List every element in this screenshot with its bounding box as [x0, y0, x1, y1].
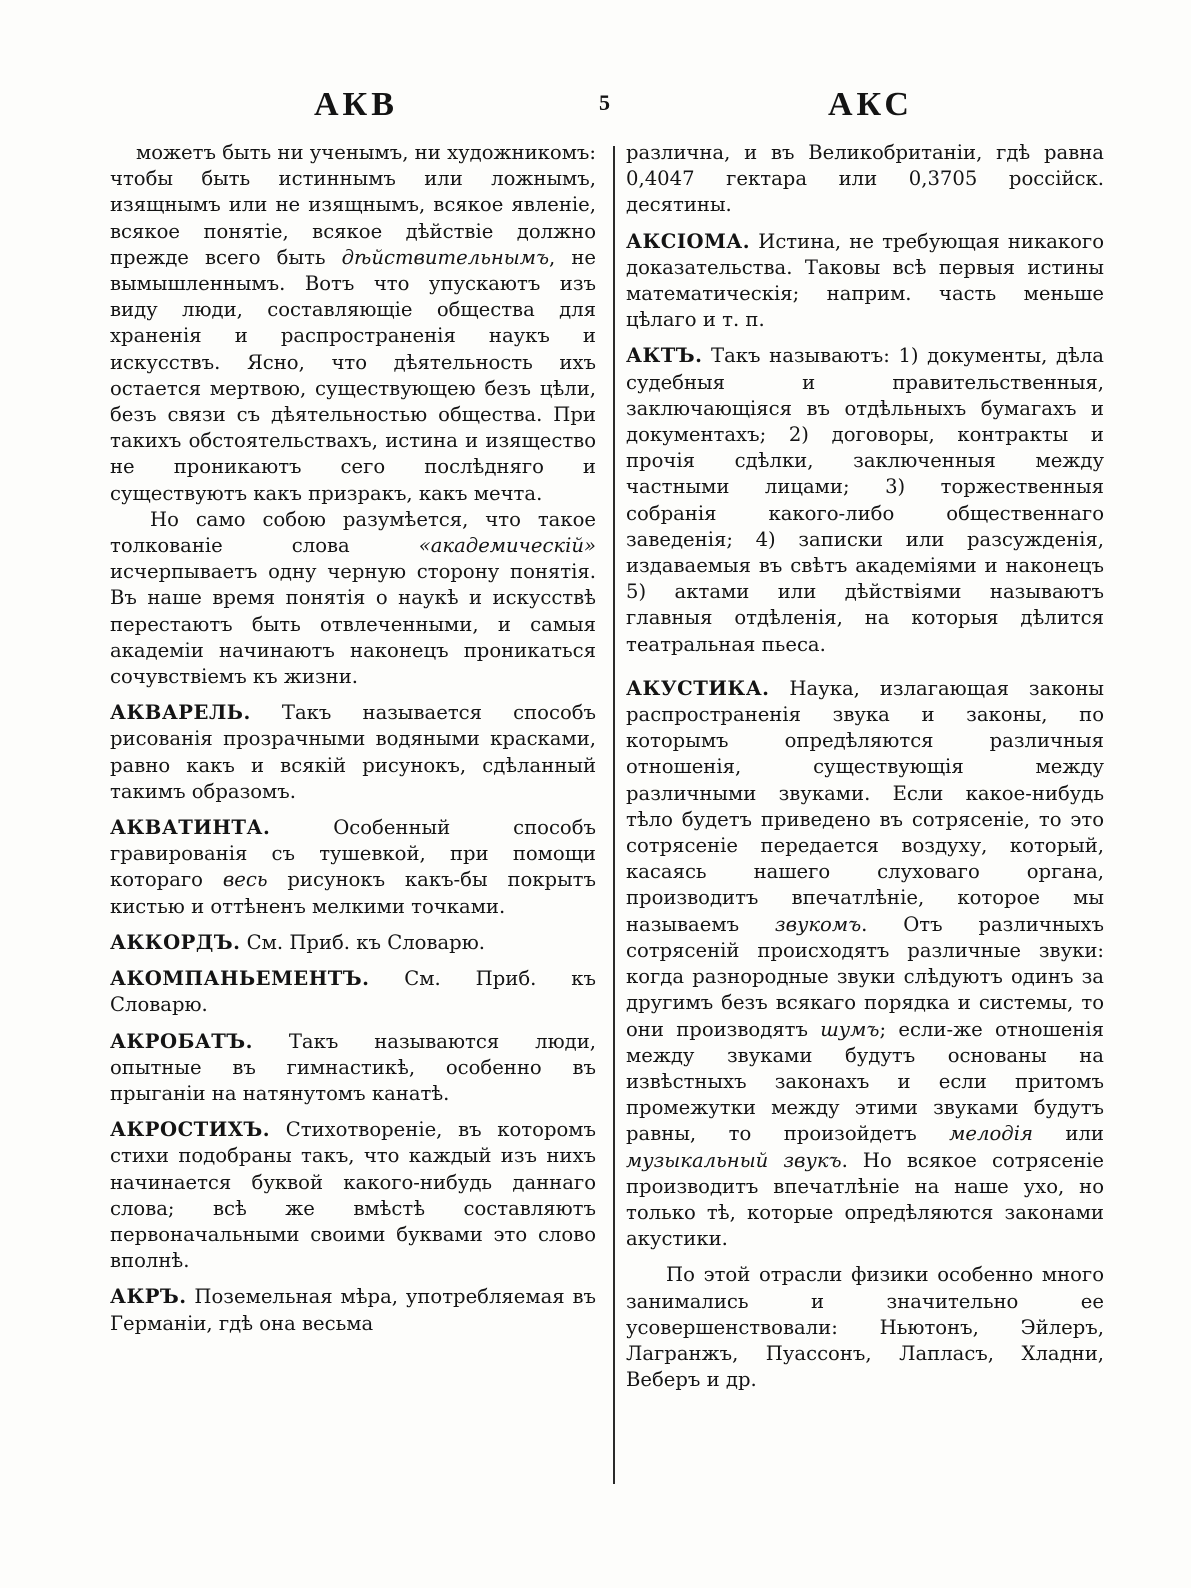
- left-column: [110, 140, 596, 1347]
- entry-term: АКРЪ.: [110, 1285, 187, 1309]
- entry-term: АКОМПАНЬЕМЕНТЪ.: [110, 967, 370, 991]
- entry-term: АКТЪ.: [626, 344, 703, 368]
- right-column: [626, 140, 1104, 1403]
- entry-aksioma: АКСІОМА. Истина, не требующая никакого доказательства. Таковы всѣ первыя истины математическія; наприм. часть меньше цѣлаго и т. п.: [626, 229, 1104, 332]
- entry-akrostikh: АКРОСТИХЪ. Стихотвореніе, въ которомъ стихи подобраны такъ, что каждый изъ нихъ начинается буквой какого-нибудь даннаго слова; всѣ же вмѣстѣ составляютъ первоначальными своими буквами это слово вполнѣ.: [110, 1118, 596, 1273]
- header-left-guide-word: АКВ: [314, 86, 398, 123]
- akustika-continued-paragraph: По этой отрасли физики особенно много занимались и значительно ее усовершенствовали: Ньютонъ, Эйлеръ, Лагранжъ, Пуассонъ, Лапласъ, Хладни, Веберъ и др.: [626, 1263, 1104, 1392]
- entry-akt: АКТЪ. Такъ называютъ: 1) документы, дѣла судебныя и правительственныя, заключающіяся въ отдѣльныхъ бумагахъ и документахъ; 2) договоры, контракты и прочія сдѣлки, заключенныя между частными лицами; 3) торжественныя собранія какого-либо общественнаго заведенія; 4) записки или разсужденія, издаваемыя въ свѣтъ академіями и наконецъ 5) актами или дѣйствіями называютъ главныя отдѣленія, на которыя дѣлится театральная пьеса.: [626, 344, 1104, 656]
- continued-paragraph: можетъ быть ни ученымъ, ни художникомъ: чтобы быть истиннымъ или ложнымъ, изящнымъ или не изящнымъ, всякое явленіе, всякое понятіе, всякое дѣйствіе должно прежде всего быть дѣйствительнымъ, не вымышленнымъ. Вотъ что упускаютъ изъ виду люди, составляющіе общества для храненія и распространенія наукъ и искусствъ. Ясно, что дѣятельность ихъ остается мертвою, существующею безъ цѣли, безъ связи съ дѣятельностью общества. При такихъ обстоятельствахъ, истина и изящество не проникаютъ сего послѣдняго и существуютъ какъ призракъ, какъ мечта.: [110, 141, 596, 505]
- entry-akompanement: АКОМПАНЬЕМЕНТЪ. См. Приб. къ Словарю.: [110, 967, 596, 1017]
- entry-akrobat: АКРОБАТЪ. Такъ называются люди, опытные въ гимнастикѣ, особенно въ прыганіи на натянутомъ канатѣ.: [110, 1029, 596, 1105]
- entry-term: АКРОБАТЪ.: [110, 1029, 253, 1053]
- continued-paragraph-2: Но само собою разумѣется, что такое толкованіе слова «академическій» исчерпываетъ одну черную сторону понятія. Въ наше время понятія о наукѣ и искусствѣ перестаютъ быть отвлеченными, и самыя академіи начинаютъ наконецъ проникаться сочувствіемъ къ жизни.: [110, 507, 596, 689]
- entry-akvarel: АКВАРЕЛЬ. Такъ называется способъ рисованія прозрачными водяными красками, равно какъ и всякій рисунокъ, сдѣланный такимъ образомъ.: [110, 701, 596, 803]
- entry-akkord: АККОРДЪ. См. Приб. къ Словарю.: [110, 930, 485, 954]
- page-header: [0, 86, 1191, 136]
- continued-akr-definition: различна, и въ Великобританіи, гдѣ равна 0,4047 гектара или 0,3705 россійск. десятины.: [626, 141, 1104, 217]
- entry-akr: АКРЪ. Поземельная мѣра, употребляемая въ Германіи, гдѣ она весьма: [110, 1285, 596, 1335]
- column-divider: [613, 146, 615, 1484]
- header-right-guide-word: АКС: [828, 86, 913, 123]
- entry-akvatinta: АКВАТИНТА. Особенный способъ гравированія съ тушевкой, при помощи котораго весь рисунокъ какъ-бы покрытъ кистью и оттѣненъ мелкими точками.: [110, 816, 596, 918]
- entry-term: АКВАТИНТА.: [110, 816, 271, 840]
- entry-akustika: АКУСТИКА. Наука, излагающая законы распространенія звука и законы, по которымъ опредѣляются различныя отношенія, существующія между различными звуками. Если какое-нибудь тѣло будетъ приведено въ сотрясеніе, то это сотрясеніе передается воздуху, который, касаясь нашего слуховаго органа, производитъ впечатлѣніе, которое мы называемъ звукомъ. Отъ различныхъ сотрясеній происходятъ различные звуки: когда разнородные звуки слѣдуютъ одинъ за другимъ безъ всякаго порядка и системы, то они производятъ шумъ; если-же отношенія между звуками будутъ основаны на извѣстныхъ законахъ и если притомъ промежутки между этими звуками будутъ равны, то произойдетъ мелодія или музыкальный звукъ. Но всякое сотрясеніе производитъ впечатлѣніе на наше ухо, но только тѣ, которые опредѣляются законами акустики.: [626, 676, 1104, 1251]
- entry-term: АКСІОМА.: [626, 229, 751, 253]
- entry-term: АККОРДЪ.: [110, 930, 241, 954]
- entry-term: АКУСТИКА.: [626, 676, 770, 700]
- entry-term: АКВАРЕЛЬ.: [110, 701, 251, 725]
- entry-term: АКРОСТИХЪ.: [110, 1118, 271, 1142]
- page-number: 5: [599, 90, 610, 115]
